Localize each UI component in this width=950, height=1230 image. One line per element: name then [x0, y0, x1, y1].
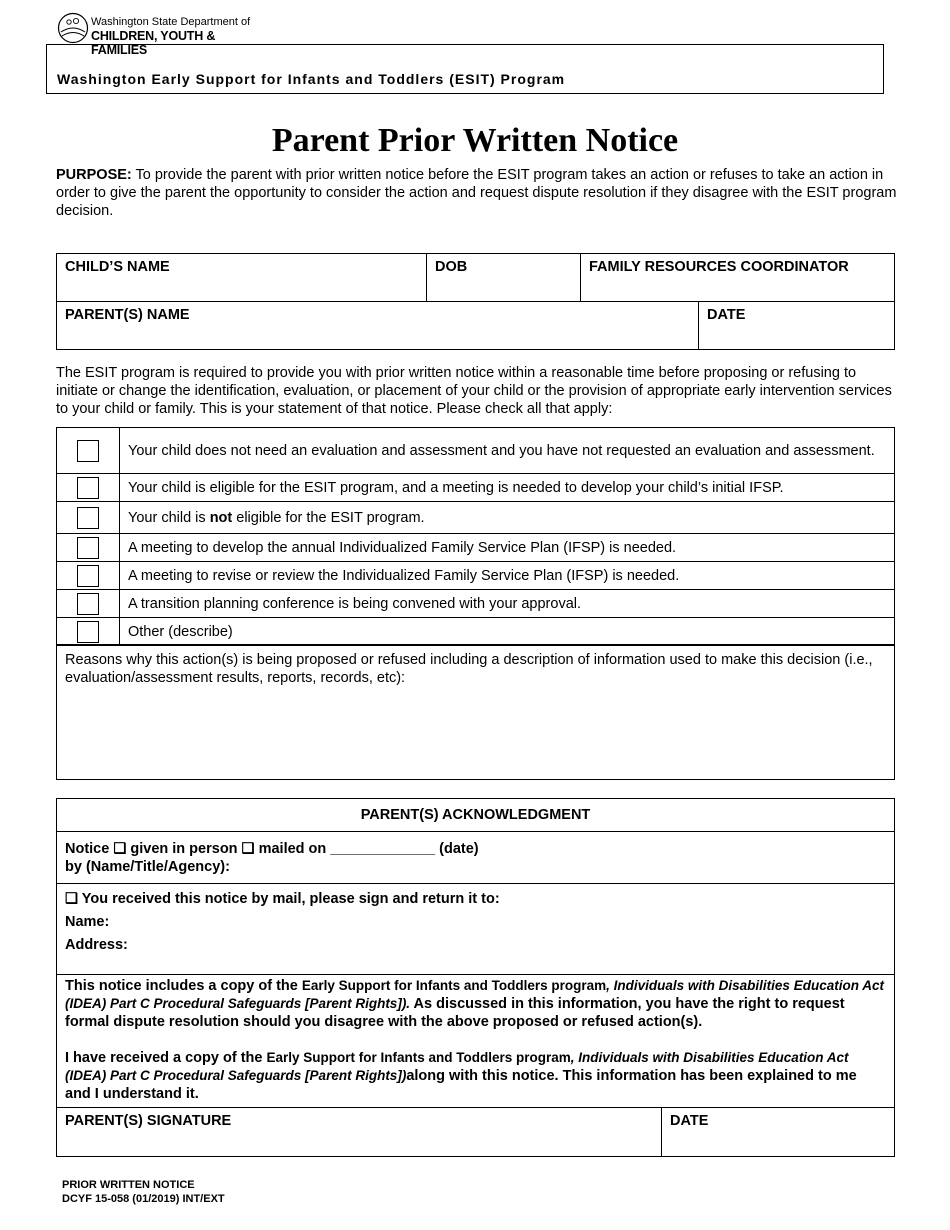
by-line: by (Name/Title/Agency): — [65, 859, 230, 875]
program-title: Washington Early Support for Infants and Toddlers (ESIT) Program — [57, 71, 566, 87]
checklist-row — [57, 502, 895, 534]
checkbox[interactable] — [77, 507, 99, 529]
notice-line: Notice ❑ given in person ❑ mailed on _____________ (date) — [65, 841, 479, 857]
checklist-item-label: Your child is eligible for the ESIT program, and a meeting is needed to develop your child’s initial IFSP. — [120, 474, 895, 502]
checklist-row — [57, 428, 895, 474]
name-label: Name: — [65, 914, 110, 930]
checklist-row — [57, 534, 895, 562]
return-address-field[interactable] — [57, 884, 895, 975]
checkbox[interactable] — [77, 477, 99, 499]
checkbox[interactable] — [77, 565, 99, 587]
form-footer — [62, 1178, 225, 1206]
checklist-row — [57, 590, 895, 618]
frc-field[interactable]: FAMILY RESOURCES COORDINATOR — [581, 254, 895, 302]
agency-logo-icon — [57, 12, 89, 44]
agency-logo — [57, 12, 257, 57]
action-checklist — [56, 427, 895, 646]
agency-name-line2: CHILDREN, YOUTH & FAMILIES — [91, 29, 216, 57]
date-field[interactable]: DATE — [699, 302, 895, 350]
footer-form-number: DCYF 15-058 (01/2019) INT/EXT — [62, 1193, 225, 1205]
checklist-item-label: Your child is not eligible for the ESIT program. — [120, 502, 895, 534]
checklist-row — [57, 474, 895, 502]
footer-form-name: PRIOR WRITTEN NOTICE — [62, 1179, 195, 1191]
purpose-label: PURPOSE: — [56, 167, 132, 183]
checklist-item-label: A meeting to develop the annual Individualized Family Service Plan (IFSP) is needed. — [120, 534, 895, 562]
reasons-label: Reasons why this action(s) is being proposed or refused including a description of information used to make this decision (i.e., evaluation/assessment results, reports, records, etc): — [65, 652, 873, 686]
acknowledgment-section — [56, 798, 895, 1157]
purpose-text: To provide the parent with prior written notice before the ESIT program takes an action or refuses to take an action in order to give the parent the opportunity to consider the action and request dispute resolution if they disagree with the ESIT program decision. — [56, 167, 897, 219]
checklist-item-label: Other (describe) — [120, 618, 895, 646]
checkbox[interactable] — [77, 537, 99, 559]
checklist-item-label: A meeting to revise or review the Individualized Family Service Plan (IFSP) is needed. — [120, 562, 895, 590]
checklist-item-label: A transition planning conference is being convened with your approval. — [120, 590, 895, 618]
rights-statement: This notice includes a copy of the Early Support for Infants and Toddlers program, Individuals with Disabilities Education Act (IDEA) Part C Procedural Safeguards [Parent Rights]). As discussed in this information, you have the right to request formal dispute resolution should you disagree with the above proposed or refused action(s). I have received a copy of the Early Support for Infants and Toddlers program, Individuals with Disabilities Education Act (IDEA) Part C Procedural Safeguards [Parent Rights])along with this notice. This information has been explained to me and I understand it. — [57, 975, 895, 1108]
address-label: Address: — [65, 937, 128, 953]
mail-line: ❑ You received this notice by mail, please sign and return it to: — [65, 891, 500, 907]
parent-signature-field[interactable]: PARENT(S) SIGNATURE — [57, 1108, 662, 1157]
document-title: Parent Prior Written Notice — [271, 122, 679, 159]
reasons-textarea[interactable] — [56, 644, 895, 780]
checkbox[interactable] — [77, 440, 99, 462]
checkbox[interactable] — [77, 593, 99, 615]
acknowledgment-heading: PARENT(S) ACKNOWLEDGMENT — [57, 799, 895, 832]
notice-delivery-field[interactable] — [57, 832, 895, 884]
checklist-item-label: Your child does not need an evaluation and assessment and you have not requested an evaluation and assessment. — [120, 428, 895, 474]
program-header-box — [46, 44, 884, 94]
checklist-row — [57, 618, 895, 646]
child-info-table — [56, 253, 895, 350]
intro-paragraph: The ESIT program is required to provide you with prior written notice within a reasonable time before proposing or refusing to initiate or change the identification, evaluation, or placement of your child or the provision of appropriate early intervention services to your child or family. This is your statement of that notice. Please check all that apply: — [56, 365, 892, 417]
checkbox[interactable] — [77, 621, 99, 643]
agency-name-line1: Washington State Department of — [91, 16, 251, 28]
checklist-row — [57, 562, 895, 590]
dob-field[interactable]: DOB — [427, 254, 581, 302]
parent-name-field[interactable]: PARENT(S) NAME — [57, 302, 699, 350]
signature-date-field[interactable]: DATE — [662, 1108, 895, 1157]
purpose-paragraph — [56, 166, 901, 220]
child-name-field[interactable]: CHILD’S NAME — [57, 254, 427, 302]
